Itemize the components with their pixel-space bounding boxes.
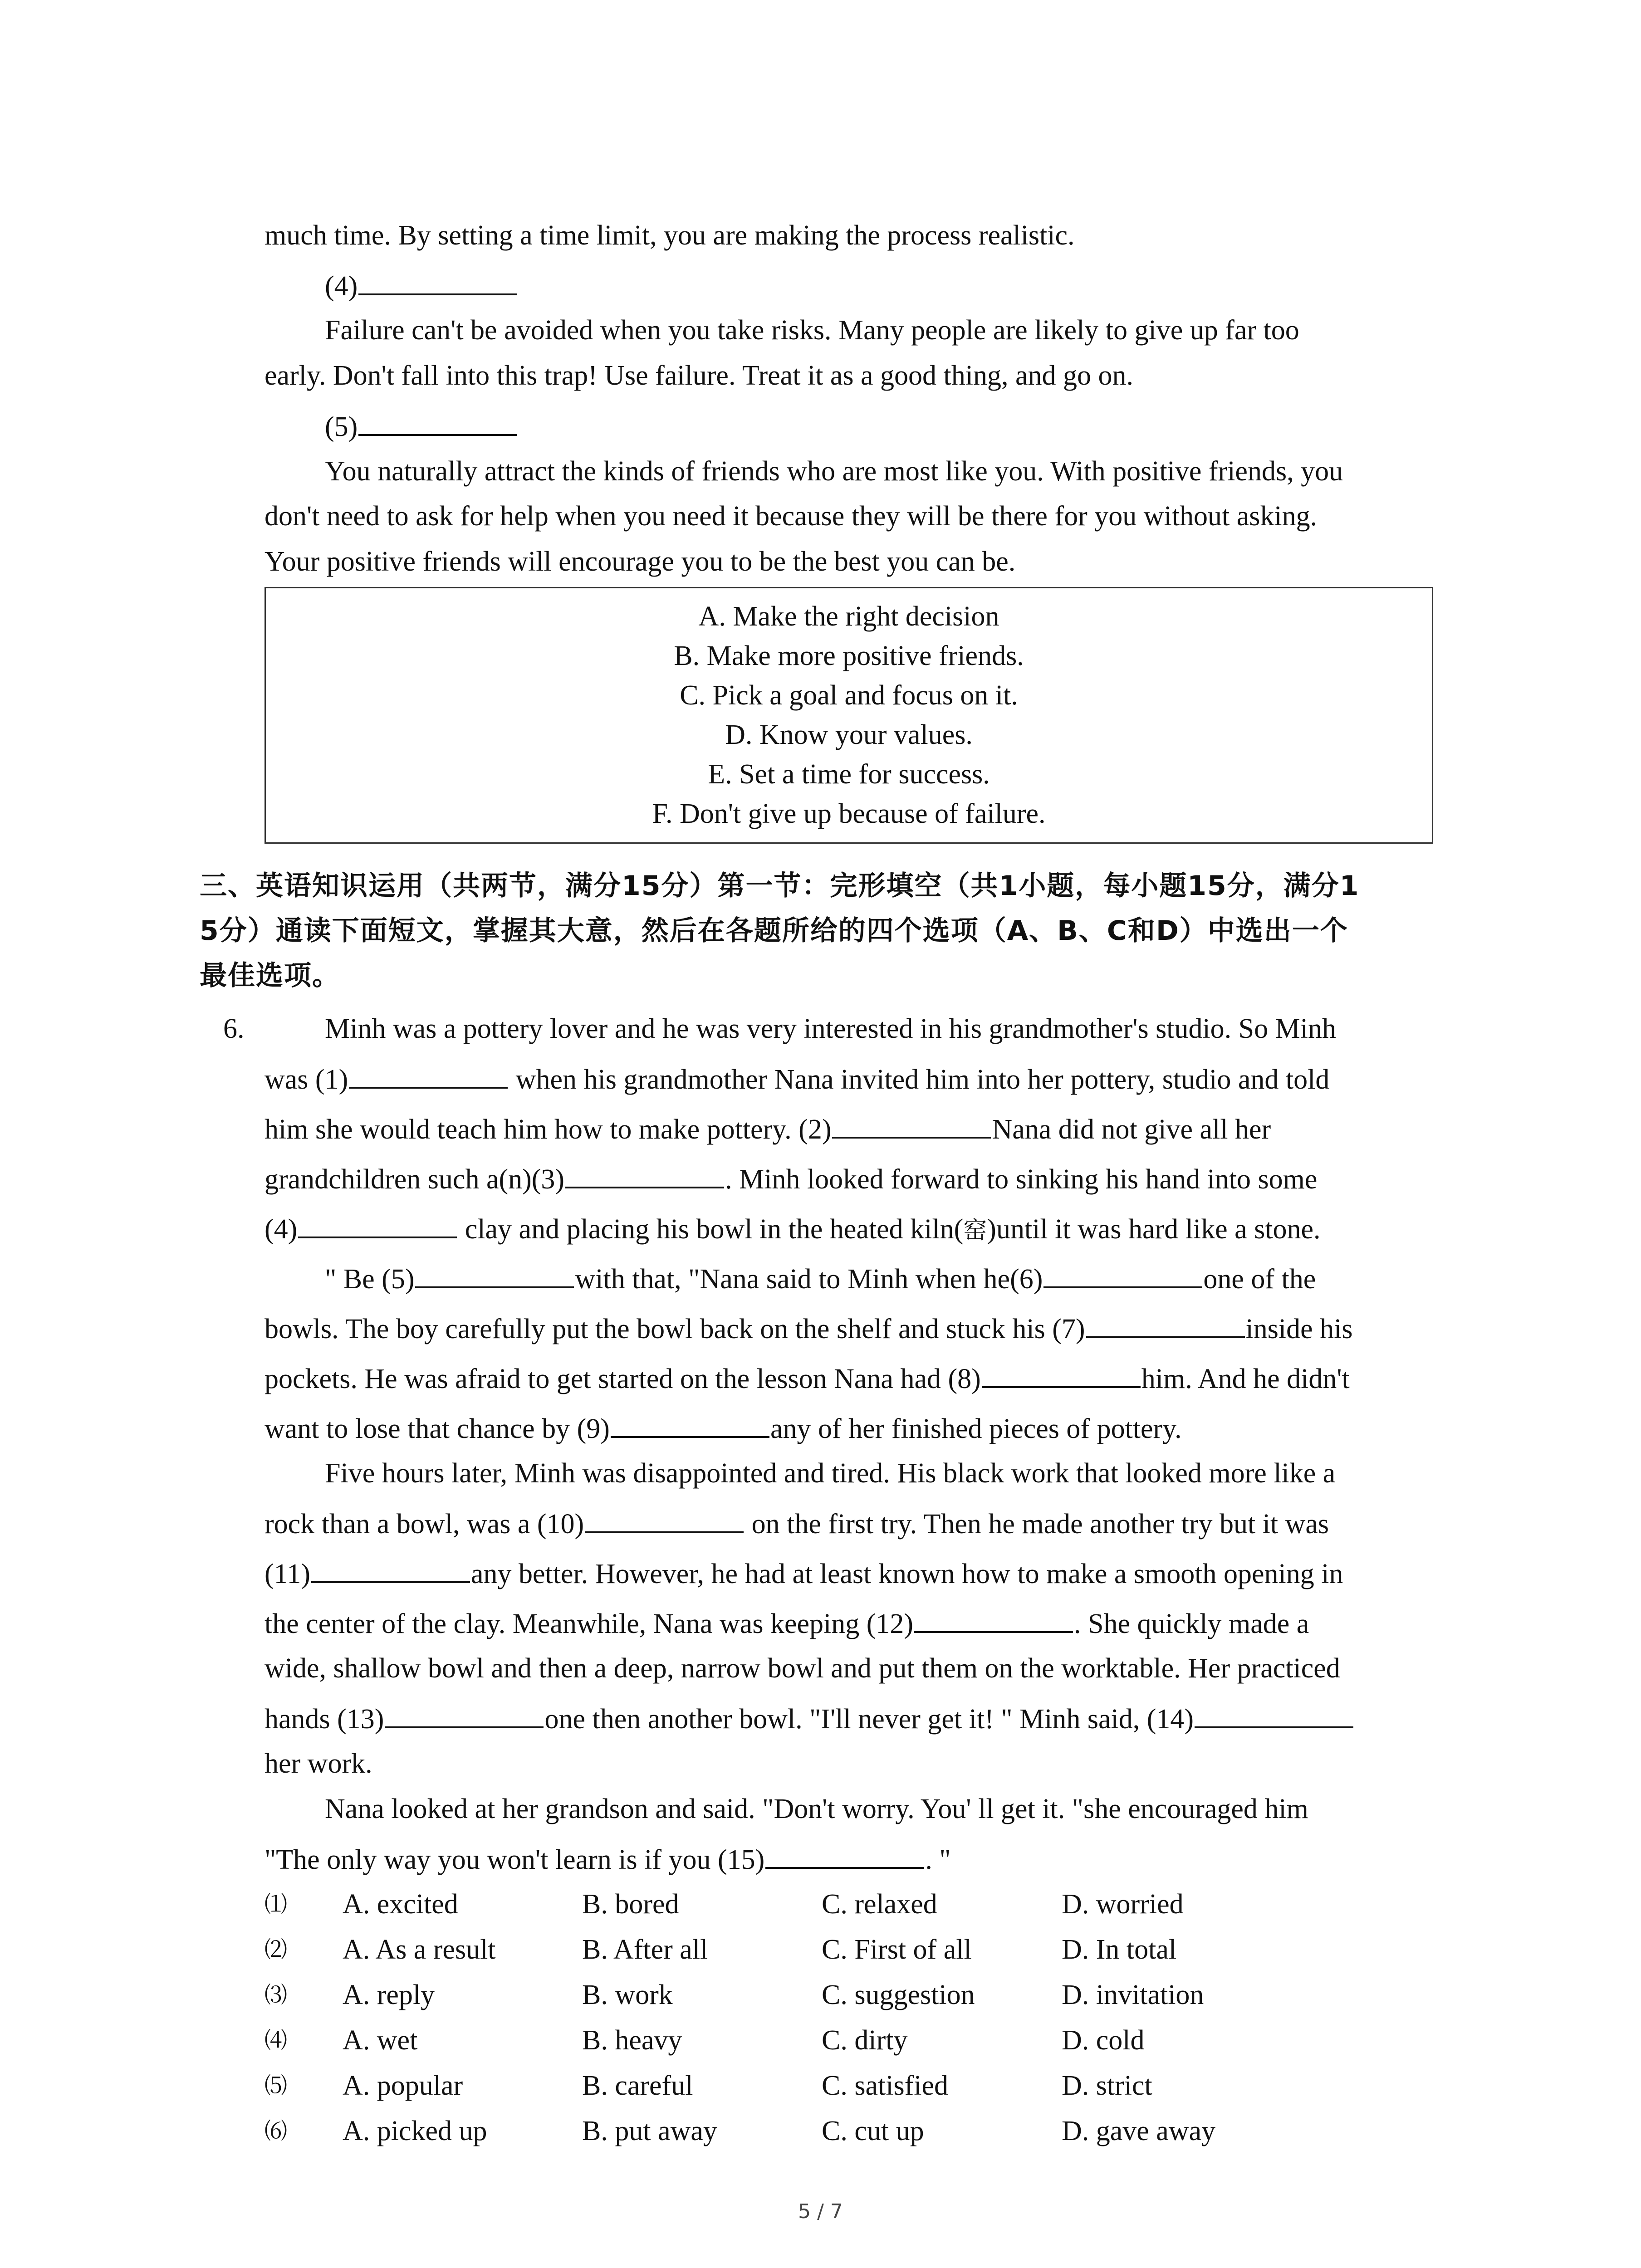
passage-line: You naturally attract the kinds of friends who are most like you. With positive friends, you bbox=[325, 456, 1343, 487]
passage-line: rock than a bowl, was a (10) on the first try. Then he made another try but it was bbox=[265, 1505, 1329, 1542]
choice-b[interactable]: B. bored bbox=[582, 1889, 679, 1920]
blank-heading-5[interactable] bbox=[358, 408, 517, 436]
choice-a[interactable]: A. reply bbox=[343, 1980, 435, 2010]
passage-line: Five hours later, Minh was disappointed and tired. His black work that looked more like a bbox=[325, 1458, 1336, 1489]
passage-line: bowls. The boy carefully put the bowl back on the shelf and stuck his (7) inside his bbox=[265, 1310, 1352, 1347]
section-heading-line: 最佳选项。 bbox=[200, 960, 340, 992]
passage-line: want to lose that chance by (9) any of her finished pieces of pottery. bbox=[265, 1410, 1182, 1447]
passage-line: Nana looked at her grandson and said. "Don't worry. You' ll get it. "she encouraged him bbox=[325, 1794, 1308, 1824]
choice-number: ⑶ bbox=[265, 1982, 287, 2008]
question-number: 6. bbox=[223, 1013, 245, 1044]
choice-number: ⑷ bbox=[265, 2027, 287, 2053]
choice-a[interactable]: A. excited bbox=[343, 1889, 458, 1920]
choice-b[interactable]: B. After all bbox=[582, 1934, 708, 1965]
passage-line: much time. By setting a time limit, you are making the process realistic. bbox=[265, 220, 1075, 251]
choice-d[interactable]: D. strict bbox=[1062, 2070, 1152, 2101]
choice-a[interactable]: A. popular bbox=[343, 2070, 463, 2101]
choice-b[interactable]: B. heavy bbox=[582, 2025, 682, 2056]
passage-line: (4) clay and placing his bowl in the heated kiln(窑)until it was hard like a stone. bbox=[265, 1210, 1321, 1249]
choice-c[interactable]: C. cut up bbox=[822, 2116, 924, 2146]
choice-c[interactable]: C. First of all bbox=[822, 1934, 972, 1965]
passage-line: Failure can't be avoided when you take risks. Many people are likely to give up far too bbox=[325, 315, 1299, 346]
choice-d[interactable]: D. gave away bbox=[1062, 2116, 1216, 2146]
choice-d[interactable]: D. worried bbox=[1062, 1889, 1184, 1920]
passage-line: was (1) when his grandmother Nana invited him into her pottery, studio and told bbox=[265, 1061, 1329, 1098]
blank-2[interactable] bbox=[832, 1110, 991, 1139]
passage-line: grandchildren such a(n)(3) . Minh looked forward to sinking his hand into some bbox=[265, 1160, 1317, 1198]
passage-line: pockets. He was afraid to get started on the lesson Nana had (8) him. And he didn't bbox=[265, 1360, 1350, 1397]
blank-9[interactable] bbox=[611, 1410, 769, 1438]
blank-7[interactable] bbox=[1086, 1310, 1245, 1338]
option-d: D. Know your values. bbox=[725, 719, 973, 750]
option-b: B. Make more positive friends. bbox=[674, 640, 1024, 671]
passage-line: Minh was a pottery lover and he was very interested in his grandmother's studio. So Minh bbox=[325, 1013, 1337, 1044]
choice-a[interactable]: A. As a result bbox=[343, 1934, 496, 1965]
passage-line: her work. bbox=[265, 1748, 372, 1779]
blank-1[interactable] bbox=[349, 1061, 508, 1089]
passage-line: (11) any better. However, he had at least known how to make a smooth opening in bbox=[265, 1555, 1343, 1592]
choice-c[interactable]: C. dirty bbox=[822, 2025, 908, 2056]
choice-number: ⑸ bbox=[265, 2072, 287, 2099]
blank-15[interactable] bbox=[765, 1841, 924, 1869]
choice-b[interactable]: B. careful bbox=[582, 2070, 693, 2101]
choice-number: ⑹ bbox=[265, 2118, 287, 2144]
passage-line: the center of the clay. Meanwhile, Nana was keeping (12) . She quickly made a bbox=[265, 1605, 1309, 1642]
blank-10[interactable] bbox=[585, 1505, 744, 1533]
choice-number: ⑵ bbox=[265, 1936, 287, 1963]
choice-a[interactable]: A. wet bbox=[343, 2025, 418, 2056]
blank-6[interactable] bbox=[1043, 1260, 1202, 1288]
blank-5[interactable] bbox=[415, 1260, 574, 1288]
choice-c[interactable]: C. relaxed bbox=[822, 1889, 937, 1920]
choice-c[interactable]: C. satisfied bbox=[822, 2070, 948, 2101]
option-e: E. Set a time for success. bbox=[708, 759, 990, 790]
blank-11[interactable] bbox=[311, 1555, 470, 1583]
option-f: F. Don't give up because of failure. bbox=[652, 798, 1046, 829]
item-4-label: (4) bbox=[325, 271, 358, 302]
item-5-heading bbox=[325, 408, 518, 445]
choice-d[interactable]: D. invitation bbox=[1062, 1980, 1204, 2010]
blank-14[interactable] bbox=[1195, 1700, 1353, 1728]
passage-line: Your positive friends will encourage you to be the best you can be. bbox=[265, 546, 1016, 577]
option-a: A. Make the right decision bbox=[698, 601, 999, 632]
section-heading-line: 5分）通读下面短文，掌握其大意，然后在各题所给的四个选项（A、B、C和D）中选出一个 bbox=[200, 915, 1348, 947]
blank-13[interactable] bbox=[385, 1700, 544, 1728]
blank-12[interactable] bbox=[914, 1605, 1073, 1633]
choice-number: ⑴ bbox=[265, 1891, 287, 1917]
passage-line: "The only way you won't learn is if you (15) . " bbox=[265, 1841, 951, 1878]
passage-line: him she would teach him how to make pottery. (2) Nana did not give all her bbox=[265, 1110, 1271, 1148]
item-4-heading bbox=[325, 267, 518, 304]
passage-line: early. Don't fall into this trap! Use failure. Treat it as a good thing, and go on. bbox=[265, 360, 1134, 391]
page-number: 5 / 7 bbox=[798, 2200, 843, 2223]
passage-line: hands (13) one then another bowl. "I'll never get it! " Minh said, (14) bbox=[265, 1700, 1354, 1737]
passage-line: wide, shallow bowl and then a deep, narrow bowl and put them on the worktable. Her practiced bbox=[265, 1653, 1340, 1684]
item-5-label: (5) bbox=[325, 411, 358, 442]
section-heading-line: 三、英语知识运用（共两节，满分15分）第一节：完形填空（共1小题，每小题15分，满分1 bbox=[200, 870, 1360, 902]
option-c: C. Pick a goal and focus on it. bbox=[680, 680, 1018, 711]
blank-8[interactable] bbox=[982, 1360, 1141, 1388]
choice-d[interactable]: D. In total bbox=[1062, 1934, 1177, 1965]
kiln-character: 窑 bbox=[963, 1217, 987, 1244]
blank-3[interactable] bbox=[565, 1160, 724, 1188]
options-box bbox=[265, 587, 1433, 844]
passage-line: don't need to ask for help when you need it because they will be there for you without asking. bbox=[265, 501, 1318, 532]
choice-b[interactable]: B. put away bbox=[582, 2116, 717, 2146]
blank-heading-4[interactable] bbox=[358, 267, 517, 295]
choice-b[interactable]: B. work bbox=[582, 1980, 673, 2010]
passage-line: " Be (5) with that, "Nana said to Minh when he(6) one of the bbox=[325, 1260, 1316, 1297]
blank-4[interactable] bbox=[298, 1210, 457, 1238]
choice-d[interactable]: D. cold bbox=[1062, 2025, 1145, 2056]
choice-c[interactable]: C. suggestion bbox=[822, 1980, 975, 2010]
choice-a[interactable]: A. picked up bbox=[343, 2116, 487, 2146]
